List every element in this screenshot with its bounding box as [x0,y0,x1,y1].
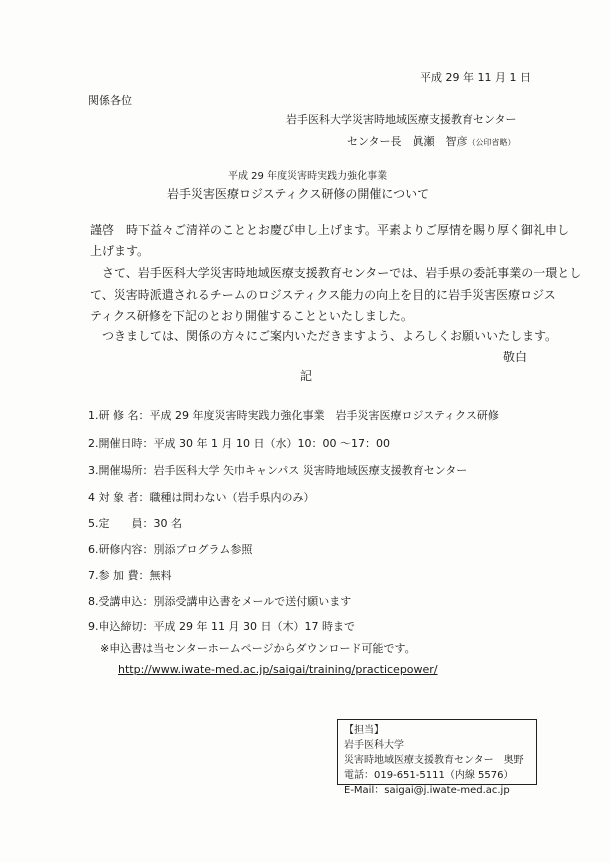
document-title: 岩手災害医療ロジスティクス研修の開催について [167,187,430,201]
paragraph-1-line-2: 上げます。 [90,244,150,258]
ki-heading: 記 [300,369,313,383]
detail-item-2: 2.開催日時：平成 30 年 1 月 10 日（水）10：00 ～17：00 [88,437,390,450]
sender-line [347,134,516,150]
detail-item-5: 5.定 員：30 名 [88,517,182,530]
paragraph-2-line-3: ティクス研修を下記のとおり開催することといたしました。 [90,309,413,323]
paragraph-1-line-1: 謹啓 時下益々ご清祥のこととお慶び申し上げます。平素よりご厚情を賜り厚く御礼申し [90,223,570,237]
contact-box [337,719,537,796]
contact-org-1: 岩手医科大学 [344,740,404,751]
detail-item-8: 8.受講申込：別添受講申込書をメールで送付願います [88,595,352,608]
detail-item-9: 9.申込締切：平成 29 年 11 月 30 日（木）17 時まで [88,620,355,633]
sender-organization: 岩手医科大学災害時地域医療支援教育センター [286,113,517,126]
closing-remark: 敬白 [503,350,528,364]
seal-note: （公印省略） [467,138,516,147]
detail-item-6: 6.研修内容：別添プログラム参照 [88,543,253,556]
contact-email: E-Mail：saigai@j.iwate-med.ac.jp [344,785,510,796]
title-line-1: 平成 29 年度災害時実践力強化事業 [228,171,388,182]
contact-org-2: 災害時地域医療支援教育センター 奥野 [344,755,524,766]
contact-phone: 電話：019-651-5111（内線 5576） [344,770,514,781]
paragraph-3-line-1: つきましては、関係の方々にご案内いただきますよう、よろしくお願いいたします。 [102,329,558,343]
sender-name: 眞瀬 智彦 [412,135,468,148]
website-link[interactable]: http://www.iwate-med.ac.jp/saigai/training/practicepower/ [118,663,438,676]
download-note: ※申込書は当センターホームページからダウンロード可能です。 [100,642,416,655]
detail-item-3: 3.開催場所：岩手医科大学 矢巾キャンパス 災害時地域医療支援教育センター [88,464,468,477]
sender-title: センター長 [347,135,402,148]
issue-date: 平成 29 年 11 月 1 日 [420,71,531,84]
recipient: 関係各位 [88,94,132,107]
paragraph-2-line-2: て、災害時派遣されるチームのロジスティクス能力の向上を目的に岩手災害医療ロジス [90,288,556,302]
detail-item-7: 7.参 加 費：無料 [88,569,172,582]
detail-item-1: 1.研 修 名：平成 29 年度災害時実践力強化事業 岩手災害医療ロジスティクス研修 [88,409,499,422]
paragraph-2-line-1: さて、岩手医科大学災害時地域医療支援教育センターでは、岩手県の委託事業の一環とし [102,266,582,280]
contact-heading: 【担当】 [344,725,384,736]
detail-item-4: 4 対 象 者：職種は問わない（岩手県内のみ） [88,491,315,504]
